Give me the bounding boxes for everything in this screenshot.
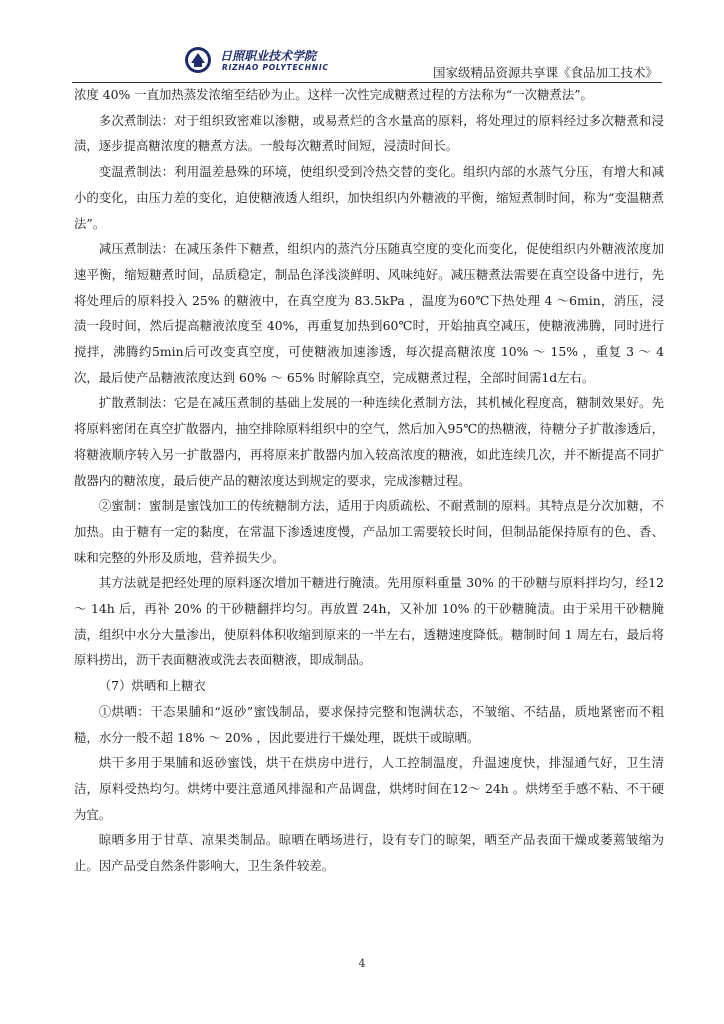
paragraph: 浓度 40% 一直加热蒸发浓缩至结砂为止。这样一次性完成糖煮过程的方法称为“一次糖煮法”。 <box>74 87 593 102</box>
paragraph: ①烘晒：干态果脯和“返砂”蜜饯制品，要求保持完整和饱满状态，不皱缩、不结晶，质地紧密而不粗糙，水分一般不超 18% ～ 20% ，因此要进行干燥处理，既烘干或晾晒。 <box>74 703 664 745</box>
paragraph: 减压煮制法：在减压条件下糖煮，组织内的蒸汽分压随真空度的变化而变化，促使组织内外糖液浓度加速平衡，缩短糖煮时间，品质稳定，制品色泽浅淡鲜明、风味纯好。减压糖煮法需要在真空设备中进行，先将处理后的原料投入 25% 的糖液中，在真空度为 83.5kPa ，温度为60℃下热处理 4 ～6min，消压，浸渍一段时间，然后提高糖液浓度至 40%，再重复加热到60℃时，开始抽真空减压，使糖液沸腾，同时进行搅拌，沸腾约5min后可改变真空度，可使糖液加速渗透，每次提高糖浓度 10% ～ 15% ，重复 3 ～ 4 次，最后使产品糖液浓度达到 60% ～ 65% 时解除真空，完成糖煮过程，全部时间需1d左右。 <box>74 241 664 385</box>
paragraph: 晾晒多用于甘草、凉果类制品。晾晒在晒场进行，设有专门的晾架，晒至产品表面干燥或萎蔫皱缩为止。因产品受自然条件影响大，卫生条件较差。 <box>74 832 664 874</box>
paragraph: 其方法就是把经处理的原料逐次增加干糖进行腌渍。先用原料重量 30% 的干砂糖与原料拌均匀，经12～ 14h 后，再补 20% 的干砂糖翻拌均匀。再放置 24h，又补加 10% 的干砂糖腌渍。由于采用干砂糖腌渍，组织中水分大量渗出，使原料体积收缩到原来的一半左右，透糖速度降低。糖制时间 1 周左右，最后将原料捞出，沥干表面糖液或洗去表面糖液，即成制品。 <box>74 575 664 668</box>
school-emblem-icon <box>184 46 212 74</box>
school-name-en: RIZHAO POLYTECHNIC <box>222 63 329 72</box>
paragraph: 扩散煮制法：它是在减压煮制的基础上发展的一种连续化煮制方法，其机械化程度高，糖制效果好。先将原料密闭在真空扩散器内，抽空排除原料组织中的空气，然后加入95℃的热糖液，待糖分子扩散渗透后，将糖液顺序转入另一扩散器内，再将原来扩散器内加入较高浓度的糖液，如此连续几次，并不断提高不同扩散器内的糖浓度，最后使产品的糖浓度达到规定的要求，完成渗糖过程。 <box>74 395 664 488</box>
school-name-cn: 日照职业技术学院 <box>220 49 317 63</box>
paragraph: ②蜜制：蜜制是蜜饯加工的传统糖制方法，适用于肉质疏松、不耐煮制的原料。其特点是分次加糖，不加热。由于糖有一定的黏度，在常温下渗透速度慢，产品加工需要较长时间，但制品能保持原有的色、香、味和完整的外形及质地，营养损失少。 <box>74 498 664 565</box>
section-heading: （7）烘晒和上糖衣 <box>98 678 206 694</box>
document-body <box>74 82 664 879</box>
course-title: 国家级精品资源共享课《食品加工技术》 <box>432 65 658 80</box>
page-number: 4 <box>358 957 366 970</box>
paragraph: 变温煮制法：利用温差悬殊的环境，使组织受到冷热交替的变化。组织内部的水蒸气分压，有增大和减小的变化，由压力差的变化，迫使糖液透人组织，加快组织内外糖液的平衡，缩短煮制时间，称为“变温糖煮法”。 <box>74 164 664 231</box>
paragraph: 多次煮制法：对于组织致密难以渗糖，或易煮烂的含水量高的原料，将处理过的原料经过多次糖煮和浸渍，逐步提高糖浓度的糖煮方法。一般每次糖煮时间短，浸渍时间长。 <box>74 112 664 154</box>
school-logo <box>184 46 394 76</box>
page-header <box>72 44 662 83</box>
paragraph: 烘干多用于果脯和返砂蜜饯，烘干在烘房中进行，人工控制温度，升温速度快，排湿通气好，卫生清洁，原料受热均匀。烘烤中要注意通风排湿和产品调盘，烘烤时间在12～ 24h 。烘烤至手感不粘、不干硬为宜。 <box>74 755 664 822</box>
